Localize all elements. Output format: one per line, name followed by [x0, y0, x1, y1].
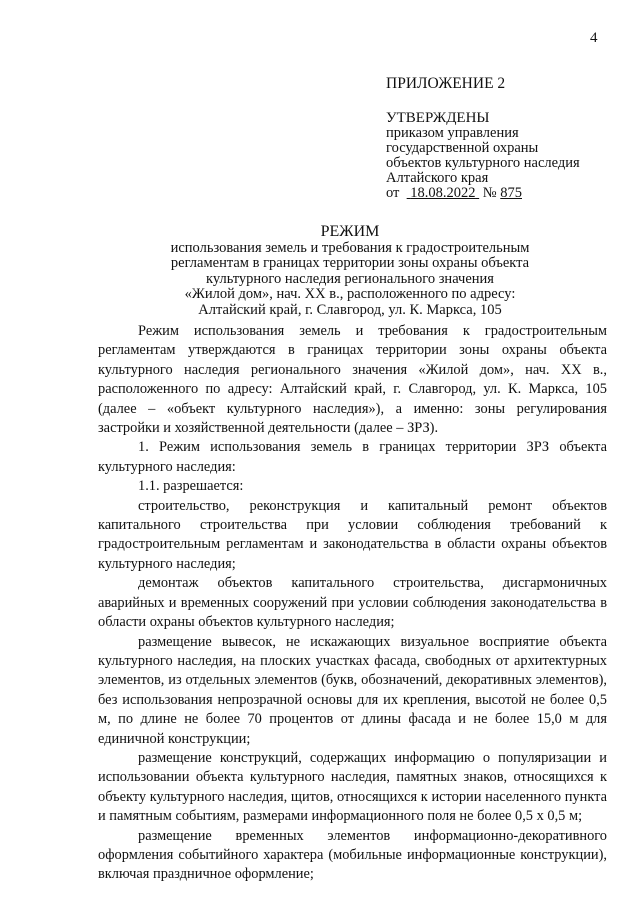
paragraph-item: строительство, реконструкция и капитальный ремонт объектов капитального строительства при условии соблюдения требований к градостроительным регламентам и законодательства в области охраны объектов культурного наследия;: [98, 497, 607, 572]
paragraph-section-1-1: 1.1. разрешается:: [138, 478, 244, 495]
title-line: Алтайский край, г. Славгород, ул. К. Маркса, 105: [198, 301, 502, 318]
paragraph-item: размещение вывесок, не искажающих визуальное восприятие объекта культурного наследия, на плоских участках фасада, свободных от архитектурных элементов, из отдельных элементов (букв, обозначений, декоративных элементов), без использования непрозрачной основы для их крепления, высотой не более 0,5 м, по длине не более 70 процентов от длины фасада и не более 15,0 м для единичной конструкции;: [98, 633, 607, 747]
approved-heading: УТВЕРЖДЕНЫ: [386, 110, 490, 126]
paragraph-section-1: 1. Режим использования земель в границах территории ЗРЗ объекта культурного наследия:: [98, 439, 607, 475]
title-line: регламентам в границах территории зоны охраны объекта: [170, 255, 530, 271]
paragraph-item: демонтаж объектов капитального строительства, дисгармоничных аварийных и временных сооружений при условии соблюдения законодательства в области охраны объектов культурного наследия;: [98, 575, 607, 631]
title-line: «Жилой дом», нач. XX в., расположенного по адресу:: [184, 286, 516, 302]
title-line: использования земель и требования к градостроительным: [170, 239, 530, 256]
approval-line: Алтайского края: [386, 170, 489, 186]
approval-block: [386, 76, 626, 201]
appendix-title: ПРИЛОЖЕНИЕ 2: [386, 75, 506, 92]
approval-line: приказом управления: [386, 125, 519, 141]
paragraph-intro: Режим использования земель и требования к градостроительным регламентам утверждаются в границах территории зоны охраны объекта культурного наследия регионального значения «Жилой дом», нач. XX в., расположенного по адресу: Алтайский край, г. Славгород, ул. К. Маркса, 105 (далее – «объект культурного наследия»), а именно: зоны регулирования застройки и хозяйственной деятельности (далее – ЗРЗ).: [98, 323, 607, 437]
order-number-sign: №: [482, 185, 497, 201]
order-date: 18.08.2022: [410, 185, 476, 201]
approval-line: государственной охраны: [386, 140, 539, 156]
document-title: [100, 224, 600, 318]
approval-line: объектов культурного наследия: [386, 155, 580, 171]
order-number: 875: [500, 185, 522, 201]
page-number: 4: [590, 30, 598, 46]
title-heading: РЕЖИМ: [320, 223, 380, 240]
title-line: культурного наследия регионального значения: [206, 270, 494, 287]
order-prefix: от: [386, 185, 400, 201]
paragraph-item: размещение временных элементов информационно-декоративного оформления событийного характера (мобильные информационные конструкции), включая праздничное оформление;: [98, 827, 607, 883]
paragraph-item: размещение конструкций, содержащих информацию о популяризации и использовании объекта культурного наследия, памятных знаков, относящихся к объекту культурного наследия, щитов, относящихся к истории населенного пункта и памятным событиям, размерами информационного поля не более 0,5 х 0,5 м;: [98, 749, 607, 825]
order-line: [386, 186, 626, 201]
document-body: [98, 322, 607, 885]
